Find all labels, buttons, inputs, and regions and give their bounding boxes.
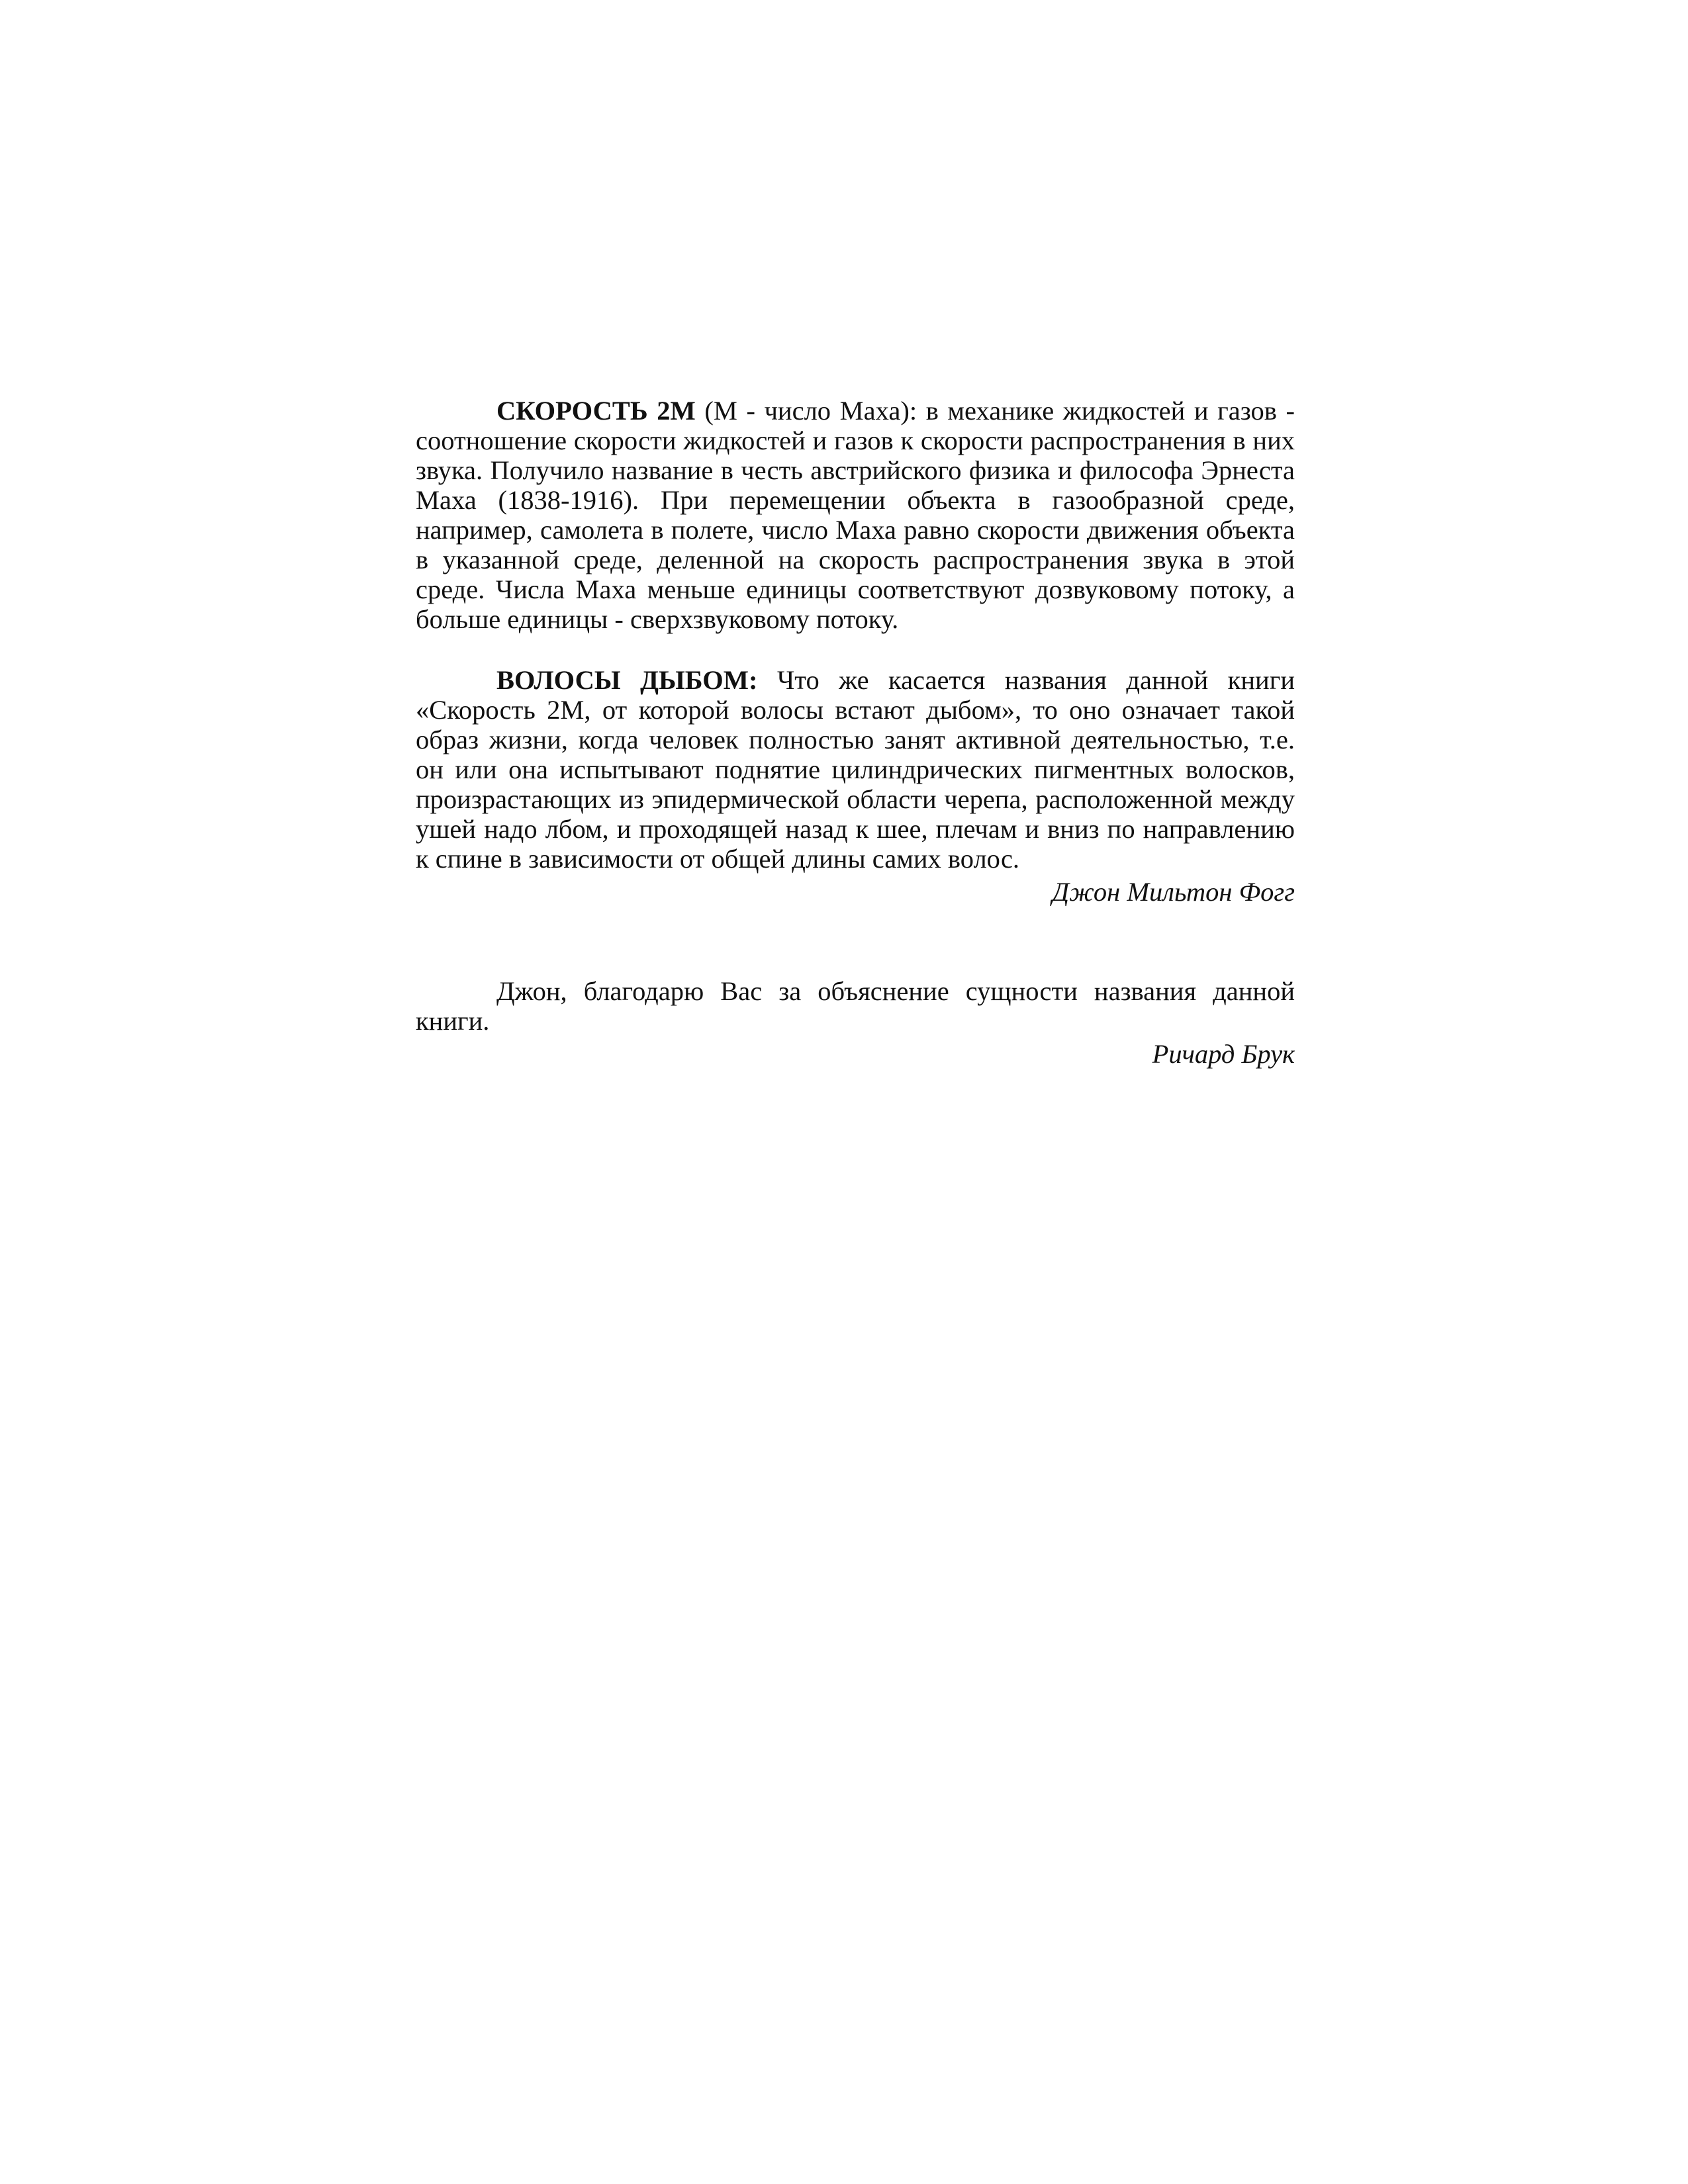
mach-definition-paragraph bbox=[416, 396, 1295, 634]
document-page bbox=[416, 396, 1295, 1069]
signature-fogg: Джон Мильтон Фогг bbox=[1052, 877, 1295, 907]
hair-definition-text: Что же касается названия данной книги «Скорость 2М, от которой волосы встают дыбом», то оно означает такой образ жизни, когда человек полностью занят активной деятельностью, т.е. он или она испытывают поднятие цилиндрических пигментных волосков, произрастающих из эпидермической области черепа, расположенной между ушей надо лбом, и проходящей назад к шее, плечам и вниз по направлению к спине в зависимости от общей длины самих волос. bbox=[416, 665, 1295, 874]
paragraph-spacer bbox=[416, 634, 1295, 665]
hair-term: ВОЛОСЫ ДЫБОМ: bbox=[496, 665, 758, 695]
mach-term: СКОРОСТЬ 2М bbox=[496, 396, 696, 426]
hair-definition-paragraph bbox=[416, 665, 1295, 874]
signature-bruk: Ричард Брук bbox=[1152, 1039, 1295, 1069]
thanks-paragraph: Джон, благодарю Вас за объяснение сущности названия данной книги. bbox=[416, 976, 1295, 1036]
mach-definition-text: (М - число Маха): в механике жидкостей и газов - соотношение скорости жидкостей и газов к скорости распространения в них звука. Получило название в честь австрийского физика и философа Эрнеста Маха (1838-1916). При перемещении объекта в газообразной среде, например, самолета в полете, число Маха равно скорости движения объекта в указанной среде, деленной на скорость распространения звука в этой среде. Числа Маха меньше единицы соответствуют дозвуковому потоку, а больше единицы - сверхзвуковому потоку. bbox=[416, 396, 1295, 634]
section-spacer bbox=[416, 907, 1295, 976]
